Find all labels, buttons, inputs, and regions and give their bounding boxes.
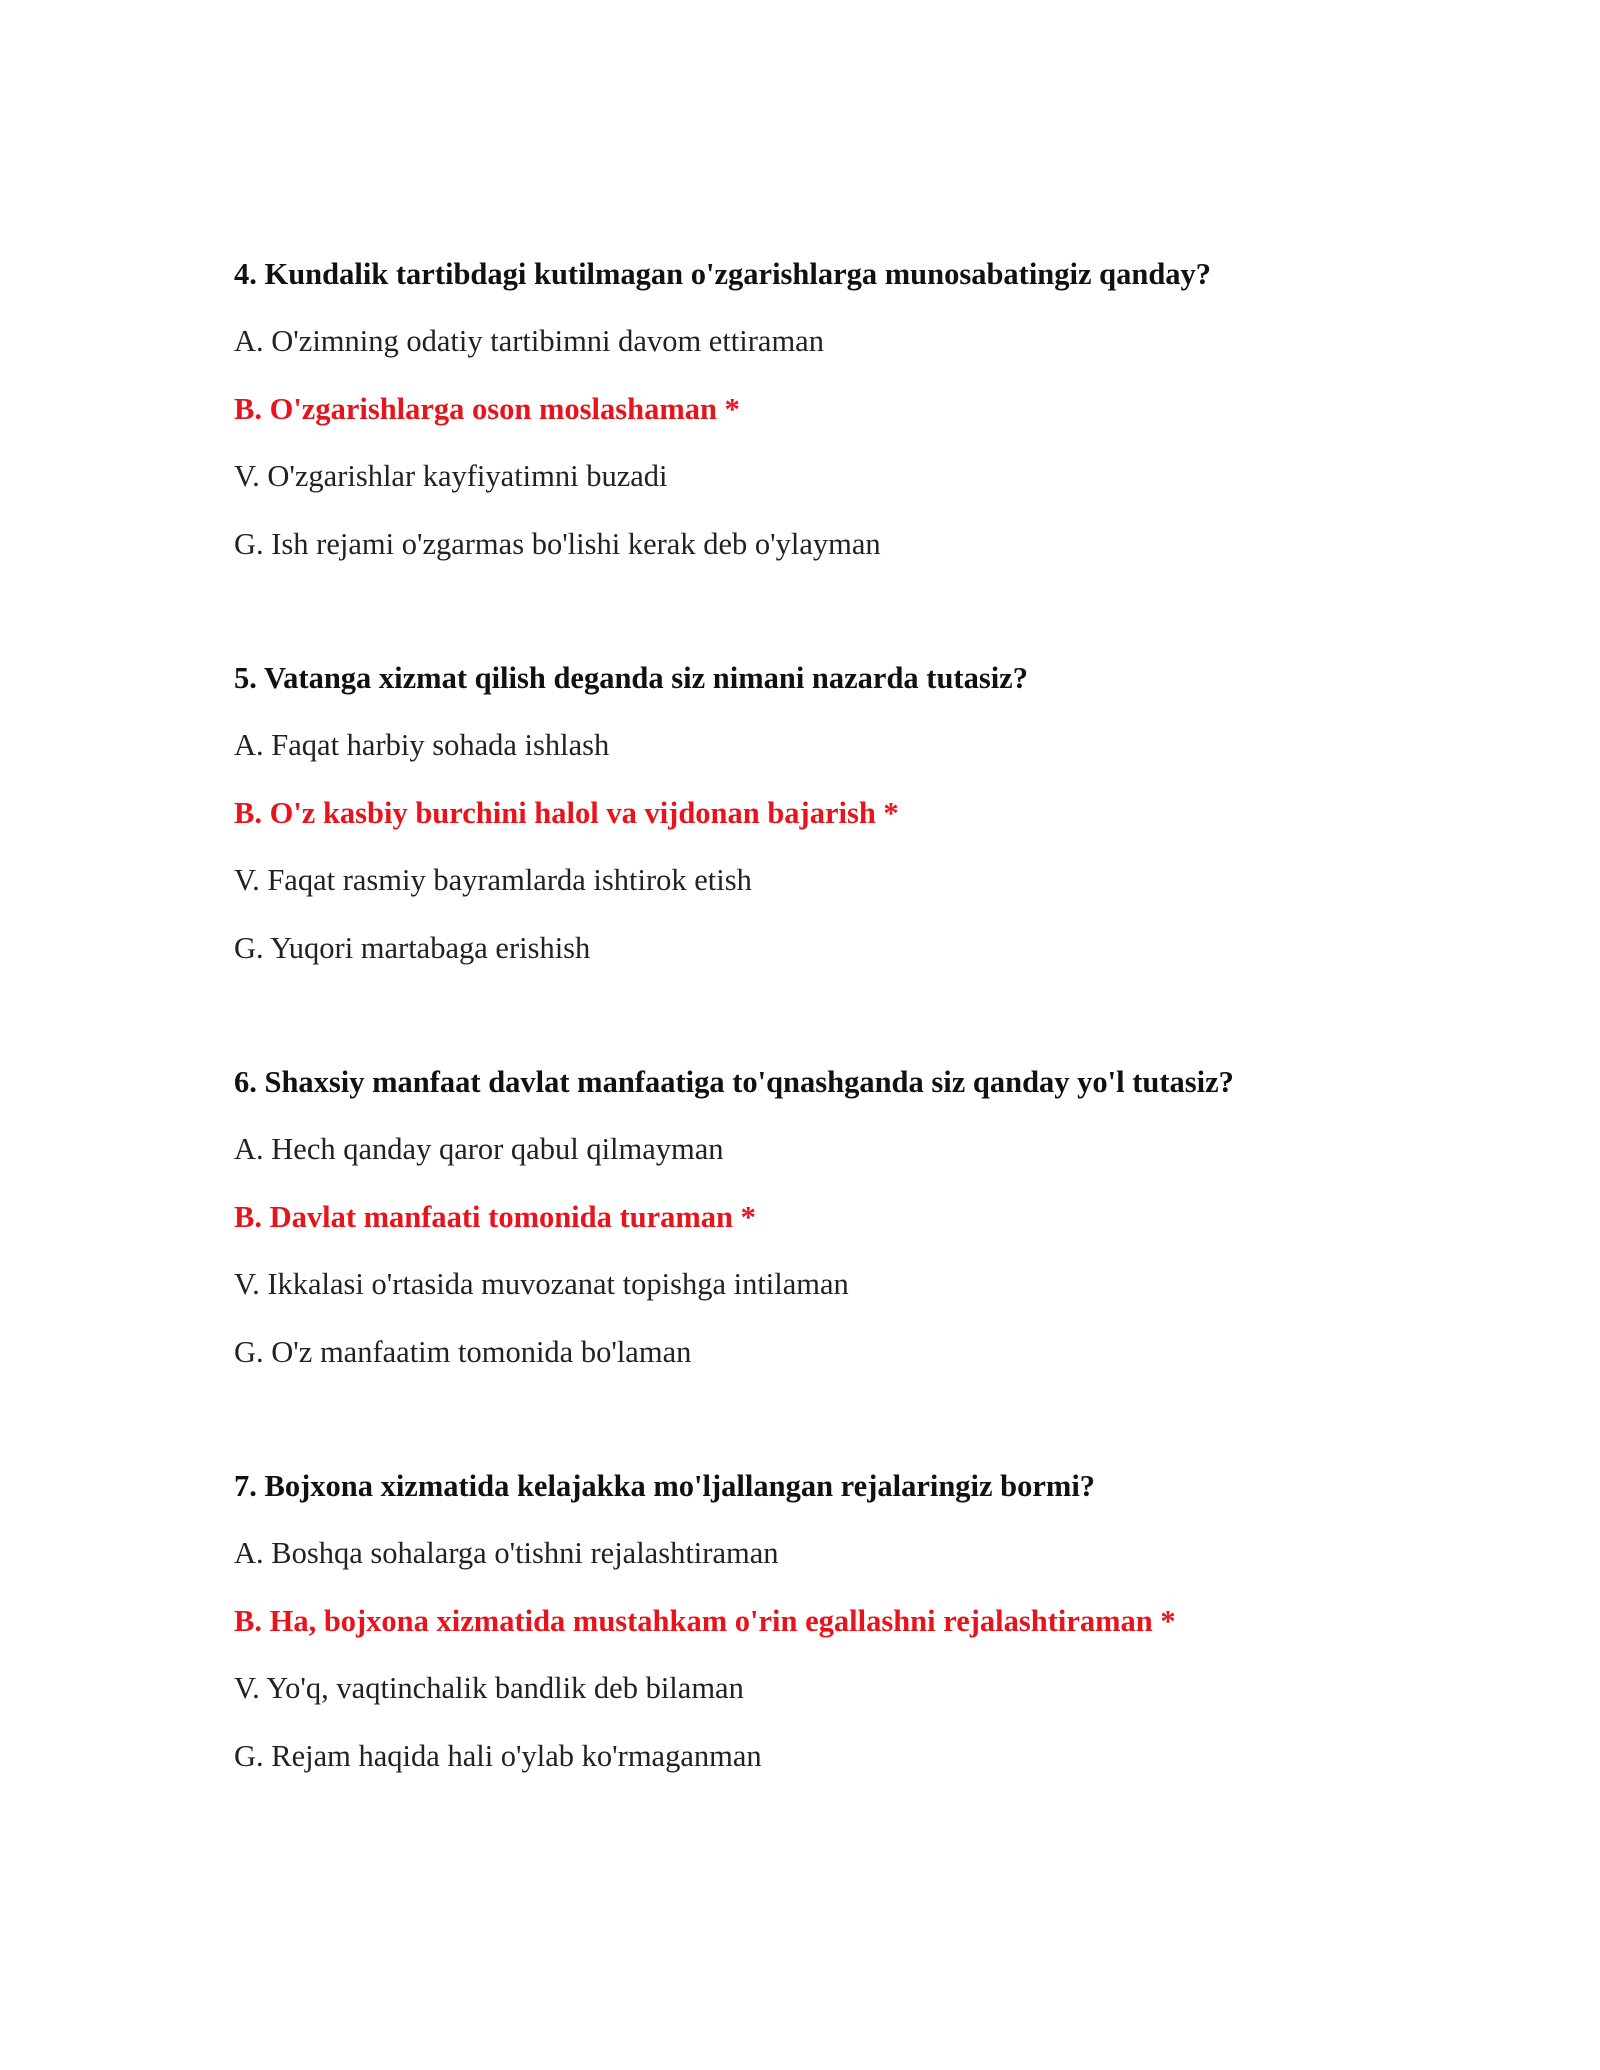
question-block-6: [234, 1062, 1434, 1399]
answer-option-v: V. Faqat rasmiy bayramlarda ishtirok etish: [234, 863, 752, 897]
question-title: 6. Shaxsiy manfaat davlat manfaatiga to'qnashganda siz qanday yo'l tutasiz?: [234, 1065, 1234, 1099]
question-block-5: [234, 658, 1434, 995]
answer-option-v: V. O'zgarishlar kayfiyatimni buzadi: [234, 459, 668, 493]
answer-option-b-correct: B. Davlat manfaati tomonida turaman *: [234, 1199, 756, 1234]
answer-option-a: A. Faqat harbiy sohada ishlash: [234, 728, 610, 762]
answer-option-v: V. Yo'q, vaqtinchalik bandlik deb bilaman: [234, 1671, 744, 1705]
answer-option-a: A. Hech qanday qaror qabul qilmayman: [234, 1132, 724, 1166]
question-title: 7. Bojxona xizmatida kelajakka mo'ljallangan rejalaringiz bormi?: [234, 1469, 1096, 1503]
answer-option-b-correct: B. O'z kasbiy burchini halol va vijdonan bajarish *: [234, 795, 899, 830]
answer-option-g: G. O'z manfaatim tomonida bo'laman: [234, 1334, 692, 1369]
answer-option-g: G. Yuqori martabaga erishish: [234, 930, 591, 965]
question-block-7: [234, 1466, 1434, 1803]
answer-option-b-correct: B. Ha, bojxona xizmatida mustahkam o'rin egallashni rejalashtiraman *: [234, 1603, 1176, 1638]
answer-option-a: A. O'zimning odatiy tartibimni davom ettiraman: [234, 324, 824, 358]
answer-option-a: A. Boshqa sohalarga o'tishni rejalashtiraman: [234, 1536, 779, 1570]
question-block-4: [234, 254, 1434, 591]
answer-option-v: V. Ikkalasi o'rtasida muvozanat topishga intilaman: [234, 1267, 849, 1301]
question-title: 4. Kundalik tartibdagi kutilmagan o'zgarishlarga munosabatingiz qanday?: [234, 257, 1212, 291]
answer-option-g: G. Ish rejami o'zgarmas bo'lishi kerak deb o'ylayman: [234, 526, 881, 561]
answer-option-g: G. Rejam haqida hali o'ylab ko'rmaganman: [234, 1738, 762, 1773]
answer-option-b-correct: B. O'zgarishlarga oson moslashaman *: [234, 391, 740, 426]
question-title: 5. Vatanga xizmat qilish deganda siz nimani nazarda tutasiz?: [234, 661, 1028, 695]
